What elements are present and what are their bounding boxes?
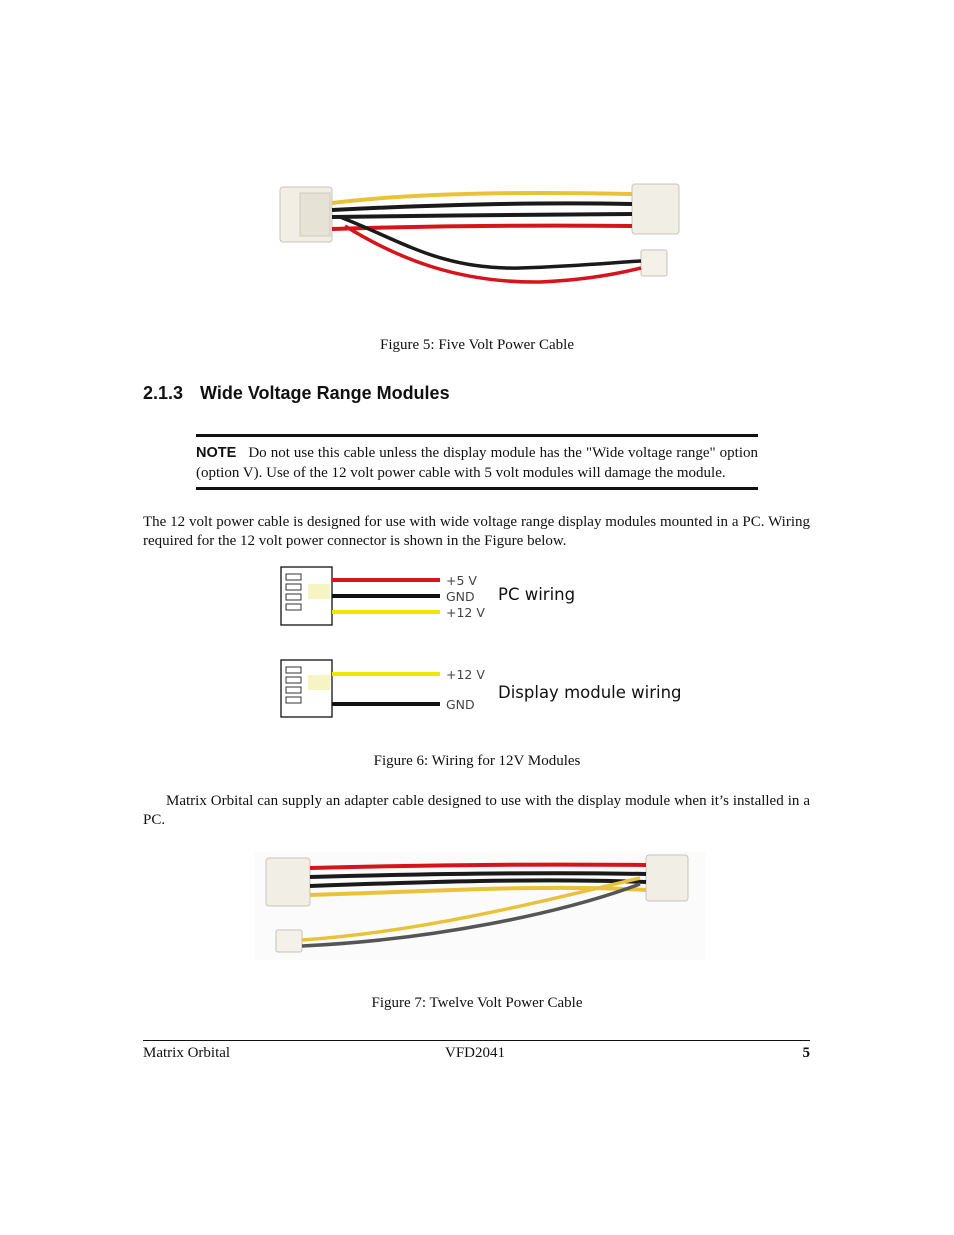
section-number: 2.1.3 (143, 383, 184, 403)
pc-label-12v: +12 V (446, 605, 485, 620)
five-volt-cable-image (0, 0, 954, 300)
module-label-gnd: GND (446, 697, 475, 712)
section-heading (143, 383, 450, 404)
paragraph-12v-cable: The 12 volt power cable is designed for use with wide voltage range display modules mounted in a PC. Wiring required for the 12 volt power connector is shown in the Figure below. (143, 514, 810, 549)
footer-center: VFD2041 (445, 1045, 506, 1061)
module-connector (281, 660, 332, 717)
pc-label-5v: +5 V (446, 573, 477, 588)
section-title: Wide Voltage Range Modules (200, 383, 450, 403)
note-label: NOTE (196, 445, 237, 461)
figure-5-caption: Figure 5: Five Volt Power Cable (379, 337, 575, 353)
paragraph-adapter-cable: Matrix Orbital can supply an adapter cable designed to use with the display module when it’s installed in a PC. (143, 793, 810, 828)
pc-label-gnd: GND (446, 589, 475, 604)
module-label-12v: +12 V (446, 667, 485, 682)
figure-7-caption: Figure 7: Twelve Volt Power Cable (371, 995, 583, 1011)
note-box (196, 434, 758, 490)
footer-rule (143, 1040, 810, 1041)
module-wiring-title: Display module wiring (498, 683, 682, 702)
note-text: Do not use this cable unless the display module has the "Wide voltage range" option (option V). Use of the 12 volt power cable with 5 volt modules will damage the module. (196, 445, 759, 481)
wiring-diagram (0, 560, 954, 760)
pc-connector (281, 567, 332, 625)
twelve-volt-cable-image (0, 848, 954, 968)
footer-left: Matrix Orbital (143, 1045, 231, 1061)
figure-6-caption: Figure 6: Wiring for 12V Modules (373, 753, 581, 769)
page-number: 5 (802, 1045, 810, 1061)
pc-wiring-title: PC wiring (498, 585, 576, 604)
